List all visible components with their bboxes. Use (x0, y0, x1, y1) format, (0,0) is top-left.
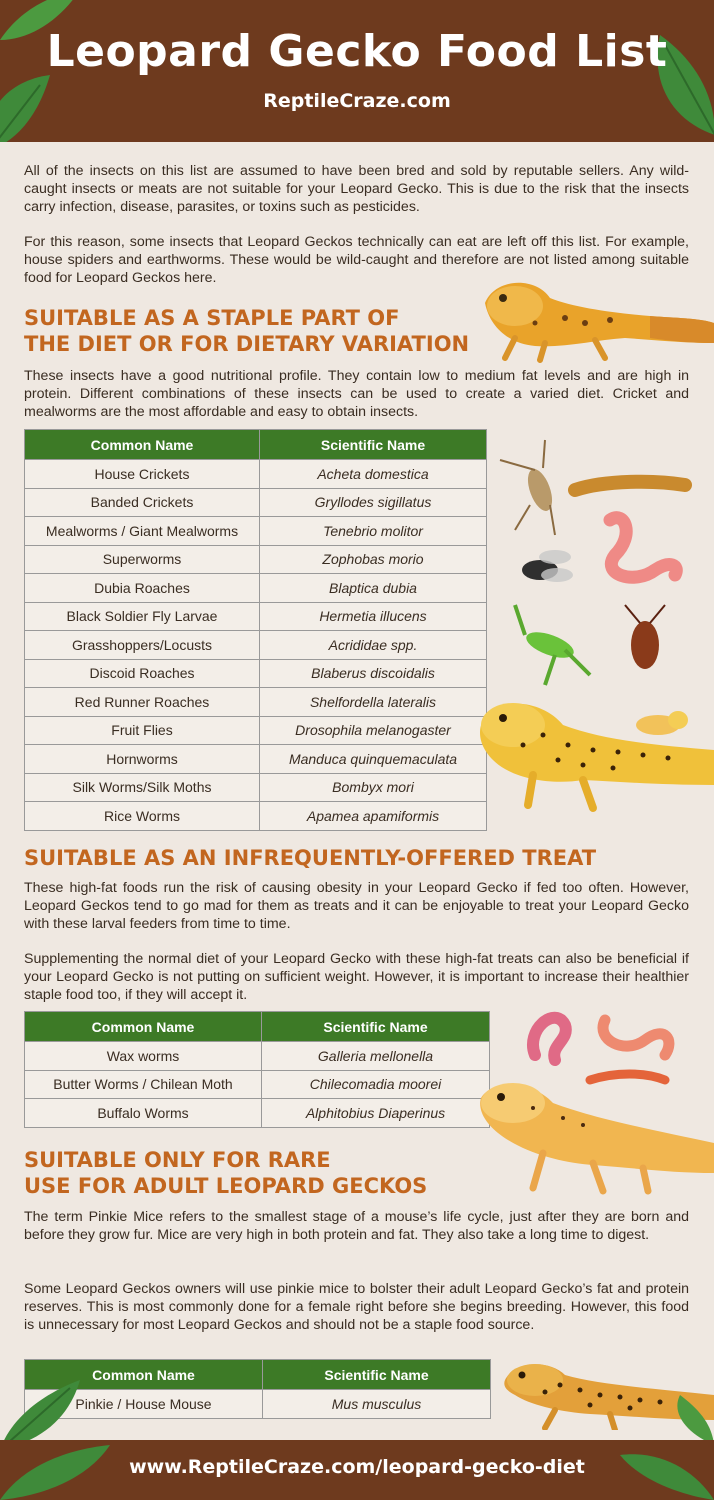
table-row (25, 688, 487, 717)
section3-paragraph-2: Some Leopard Geckos owners will use pinkie mice to bolster their adult Leopard Gecko’s fat and protein reserves. This is most commonly done for a female right before she begins breeding. However, this food is unnecessary for most Leopard Geckos and should not be a staple food source. (24, 1281, 689, 1333)
table-row (25, 602, 487, 631)
common-name-cell: Discoid Roaches (25, 659, 260, 688)
leopard-gecko-image (473, 1073, 714, 1195)
scientific-name-cell: Zophobas morio (260, 545, 487, 574)
common-name-cell: Fruit Flies (25, 716, 260, 745)
worm-icon (610, 518, 676, 577)
mealworm-icon (575, 482, 685, 490)
section1-heading-line2: THE DIET OR FOR DIETARY VARIATION (24, 332, 470, 356)
scientific-name-cell: Mus musculus (263, 1390, 491, 1419)
common-name-cell: Banded Crickets (25, 488, 260, 517)
column-header-common: Common Name (25, 430, 260, 460)
table-row (25, 773, 487, 802)
table-row (25, 545, 487, 574)
common-name-cell: Grasshoppers/Locusts (25, 631, 260, 660)
table-row (25, 1070, 490, 1099)
table-row (25, 659, 487, 688)
common-name-cell: Hornworms (25, 745, 260, 774)
column-header-scientific: Scientific Name (263, 1360, 491, 1390)
common-name-cell: Silk Worms/Silk Moths (25, 773, 260, 802)
table-header-row (25, 430, 487, 460)
common-name-cell: Superworms (25, 545, 260, 574)
insects-illustration (495, 435, 710, 700)
table-row (25, 517, 487, 546)
footer-url-link[interactable]: www.ReptileCraze.com/leopard-gecko-diet (129, 1456, 585, 1478)
scientific-name-cell: Shelfordella lateralis (260, 688, 487, 717)
table-row (25, 745, 487, 774)
roach-icon (625, 605, 665, 669)
scientific-name-cell: Galleria mellonella (262, 1042, 490, 1071)
section3-heading-line2: USE FOR ADULT LEOPARD GECKOS (24, 1174, 428, 1198)
scientific-name-cell: Gryllodes sigillatus (260, 488, 487, 517)
table-row (25, 488, 487, 517)
section3-paragraph-1: The term Pinkie Mice refers to the smallest stage of a mouse’s life cycle, just after they are born and before they grow fur. Mice are very high in both protein and fat. They also take a long time to digest. (24, 1209, 689, 1243)
scientific-name-cell: Alphitobius Diaperinus (262, 1099, 490, 1128)
common-name-cell: Pinkie / House Mouse (25, 1390, 263, 1419)
site-subtitle: ReptileCraze.com (263, 90, 451, 112)
common-name-cell: House Crickets (25, 460, 260, 489)
table-header-row (25, 1012, 490, 1042)
table-row (25, 631, 487, 660)
table-row (25, 716, 487, 745)
page-title: Leopard Gecko Food List (46, 26, 668, 77)
scientific-name-cell: Apamea apamiformis (260, 802, 487, 831)
table-row (25, 1042, 490, 1071)
scientific-name-cell: Acrididae spp. (260, 631, 487, 660)
section2-paragraph-1: These high-fat foods run the risk of causing obesity in your Leopard Gecko if fed too often. However, Leopard Geckos tend to go mad for them as treats and it can be enjoyable to treat your Leopard Gecko with these larval feeders from time to time. (24, 880, 689, 932)
scientific-name-cell: Blaberus discoidalis (260, 659, 487, 688)
common-name-cell: Buffalo Worms (25, 1099, 262, 1128)
treat-foods-table (24, 1011, 490, 1128)
leaf-decoration-icon (640, 1395, 714, 1445)
scientific-name-cell: Chilecomadia moorei (262, 1070, 490, 1099)
column-header-scientific: Scientific Name (262, 1012, 490, 1042)
section1-description: These insects have a good nutritional profile. They contain low to medium fat levels and are high in protein. Different combinations of these insects can be used to create a varied diet. Cricket and mealworms are the most affordable and easy to obtain insects. (24, 368, 689, 420)
section1-heading (24, 305, 469, 357)
section3-heading (24, 1147, 427, 1199)
common-name-cell: Butter Worms / Chilean Moth (25, 1070, 262, 1099)
scientific-name-cell: Drosophila melanogaster (260, 716, 487, 745)
table-row (25, 460, 487, 489)
section3-heading-line1: SUITABLE ONLY FOR RARE (24, 1148, 331, 1172)
common-name-cell: Red Runner Roaches (25, 688, 260, 717)
common-name-cell: Rice Worms (25, 802, 260, 831)
scientific-name-cell: Blaptica dubia (260, 574, 487, 603)
section2-paragraph-2: Supplementing the normal diet of your Leopard Gecko with these high-fat treats can also be beneficial if your Leopard Gecko is not putting on sufficient weight. However, it is important to increase their healthier staple food too, if they will accept it. (24, 951, 689, 1003)
section2-heading: SUITABLE AS AN INFREQUENTLY-OFFERED TREAT (24, 846, 597, 870)
footer-banner (0, 1440, 714, 1500)
fly-icon (522, 550, 573, 582)
cricket-icon (500, 440, 557, 535)
scientific-name-cell: Manduca quinquemaculata (260, 745, 487, 774)
scientific-name-cell: Acheta domestica (260, 460, 487, 489)
table-row (25, 1099, 490, 1128)
intro-paragraph-1: All of the insects on this list are assumed to have been bred and sold by reputable sellers. Any wild-caught insects or meats are not suitable for your Leopard Gecko. This is due to the risk that the insects carry infection, disease, parasites, or toxins such as pesticides. (24, 163, 689, 215)
section1-heading-line1: SUITABLE AS A STAPLE PART OF (24, 306, 400, 330)
staple-foods-table (24, 429, 487, 831)
scientific-name-cell: Hermetia illucens (260, 602, 487, 631)
column-header-common: Common Name (25, 1012, 262, 1042)
scientific-name-cell: Tenebrio molitor (260, 517, 487, 546)
leopard-gecko-image (473, 690, 714, 815)
common-name-cell: Dubia Roaches (25, 574, 260, 603)
intro-paragraph-2: For this reason, some insects that Leopard Geckos technically can eat are left off this list. For example, house spiders and earthworms. These would be wild-caught and therefore are not listed among suitable food for Leopard Geckos here. (24, 234, 689, 286)
scientific-name-cell: Bombyx mori (260, 773, 487, 802)
common-name-cell: Wax worms (25, 1042, 262, 1071)
column-header-common: Common Name (25, 1360, 263, 1390)
header-banner (0, 0, 714, 142)
grasshopper-icon (515, 605, 590, 685)
table-row (25, 802, 487, 831)
leopard-gecko-image (475, 268, 714, 363)
common-name-cell: Mealworms / Giant Mealworms (25, 517, 260, 546)
table-row (25, 574, 487, 603)
common-name-cell: Black Soldier Fly Larvae (25, 602, 260, 631)
column-header-scientific: Scientific Name (260, 430, 487, 460)
